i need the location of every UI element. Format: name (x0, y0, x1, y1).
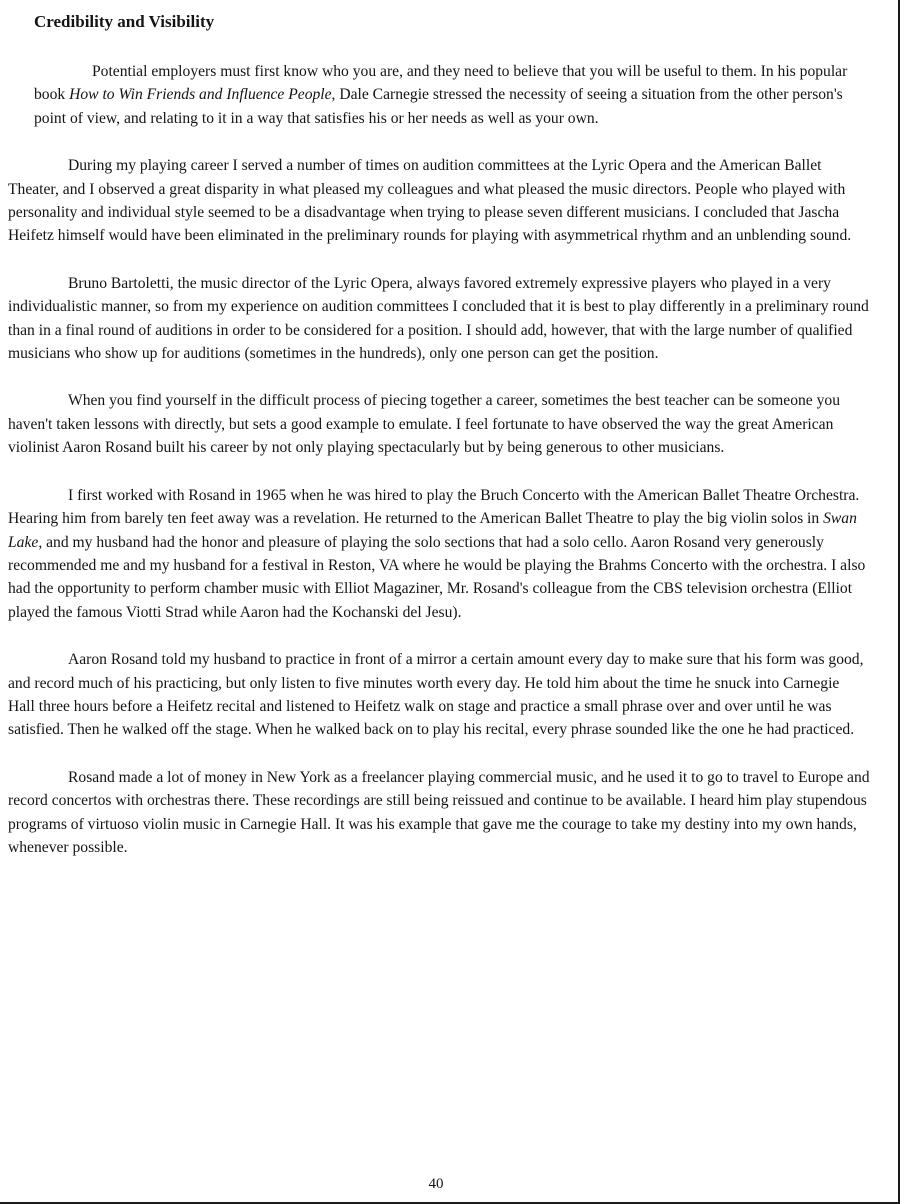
paragraph-text: , and my husband had the honor and pleasure of playing the solo sections that had a solo cello. Aaron Rosand very generously recommended me and my husband for a festival in Reston, VA where he would be playing the Brahms Concerto with the orchestra. I also had the opportunity to perform chamber music with Elliot Magaziner, Mr. Rosand's colleague from the CBS television orchestra (Elliot played the famous Viotti Strad while Aaron had the Kochanski del Jesu). (8, 533, 866, 621)
page-heading: Credibility and Visibility (34, 12, 215, 31)
body-text (8, 60, 870, 883)
paragraph-practice: Aaron Rosand told my husband to practice in front of a mirror a certain amount every day to make sure that his form was good, and record much of his practicing, but only listen to five minutes worth every day. He told him about the time he snuck into Carnegie Hall three hours before a Heifetz recital and listened to Heifetz walk on stage and practice a small phrase over and over until he was satisfied. Then he walked off the stage. When he walked back on to play his recital, every phrase sounded like the one he had practiced. (8, 651, 864, 739)
paragraph-rosand-1965 (8, 484, 870, 624)
paragraph-text: , Dale Carnegie stressed the necessity of seeing a situation from the other person's point of view, and relating to it in a way that satisfies his or her needs as well as your own. (34, 86, 843, 127)
ballet-title: Swan Lake (8, 510, 857, 551)
paragraph-carnegie (8, 60, 870, 130)
paragraph-text: I first worked with Rosand in 1965 when he was hired to play the Bruch Concerto with the American Ballet Theatre Orchestra. Hearing him from barely ten feet away was a revelation. He returned to the American Ballet Theatre to play the big violin solos in (8, 486, 860, 528)
paragraph-bartoletti: Bruno Bartoletti, the music director of the Lyric Opera, always favored extremely expressive players who played in a very individualistic manner, so from my experience on audition committees I concluded that it is best to play differently in a preliminary round than in a final round of auditions in order to be considered for a position. I should add, however, that with the large number of qualified musicians who show up for auditions (sometimes in the hundreds), only one person can get the position. (8, 274, 869, 363)
page-number: 40 (428, 1176, 444, 1192)
book-title: How to Win Friends and Influence People (69, 86, 332, 104)
paragraph-audition-committees: During my playing career I served a number of times on audition committees at the Lyric Opera and the American Ballet Theater, and I observed a great disparity in what pleased my colleagues and what pleased the music directors. People who played with personality and individual style seemed to be a disadvantage when trying to please seven different musicians. I concluded that Jascha Heifetz himself would have been eliminated in the preliminary rounds for playing with asymmetrical rhythm and an unblending sound. (8, 157, 852, 245)
paragraph-text: Potential employers must first know who you are, and they need to believe that you will be useful to them. In his popular book (34, 63, 848, 104)
paragraph-career: When you find yourself in the difficult process of piecing together a career, sometimes the best teacher can be someone you haven't taken lessons with directly, but sets a good example to emulate. I feel fortunate to have observed the way the great American violinist Aaron Rosand built his career by not only playing spectacularly but by being generous to other musicians. (8, 392, 841, 457)
paragraph-freelancer: Rosand made a lot of money in New York as a freelancer playing commercial music, and he used it to go to travel to Europe and record concertos with orchestras there. These recordings are still being reissued and continue to be available. I heard him play stupendous programs of virtuoso violin music in Carnegie Hall. It was his example that gave me the courage to take my destiny into my own hands, whenever possible. (8, 768, 870, 856)
